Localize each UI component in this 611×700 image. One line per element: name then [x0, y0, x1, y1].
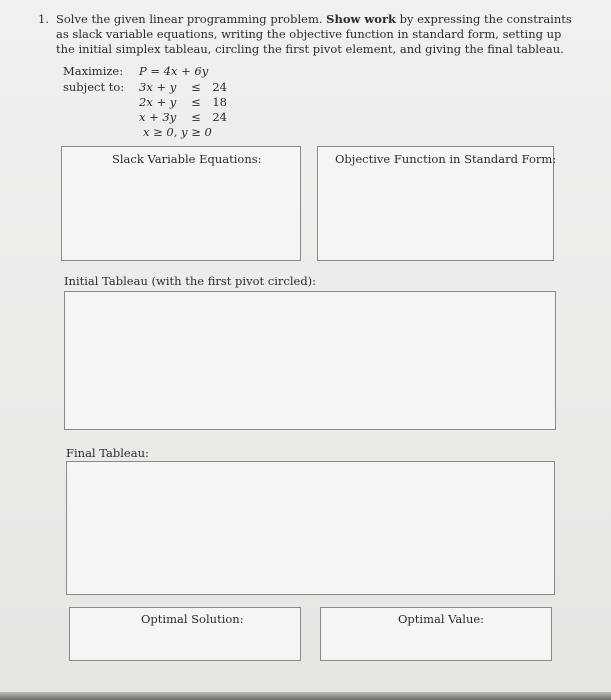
constraint-row	[139, 110, 227, 125]
optimal-solution-label: Optimal Solution:	[141, 612, 244, 626]
initial-tableau-label: Initial Tableau (with the first pivot circled):	[64, 274, 317, 288]
constraint-row	[139, 95, 227, 110]
constraint-lhs: 2x + y	[139, 95, 177, 109]
optimal-value-label: Optimal Value:	[398, 612, 485, 626]
objective-standard-form-label: Objective Function in Standard Form:	[335, 152, 557, 166]
final-tableau-label: Final Tableau:	[66, 446, 149, 460]
problem-text-plain: Solve the given linear programming problem.	[56, 12, 327, 26]
slack-equations-label: Slack Variable Equations:	[112, 152, 262, 166]
problem-statement	[38, 12, 578, 57]
constraint-relation: ≤	[191, 110, 201, 124]
constraint-relation: ≤	[191, 95, 201, 109]
problem-text	[56, 12, 578, 57]
subject-to-label: subject to:	[63, 80, 125, 94]
objective-expression: P = 4x + 6y	[139, 64, 209, 78]
page-bottom-edge	[0, 692, 611, 700]
constraint-rhs: 18	[212, 95, 227, 109]
nonnegativity-constraint: x ≥ 0, y ≥ 0	[143, 125, 212, 139]
initial-tableau-box[interactable]	[64, 291, 556, 430]
constraint-rhs: 24	[212, 80, 227, 94]
problem-text-rest: by expressing the constraints as slack variable equations, writing the objective function in standard form, setting up the initial simplex tableau, circling the first pivot element, and giving the final tableau.	[56, 12, 572, 56]
constraint-relation: ≤	[191, 80, 201, 94]
final-tableau-box[interactable]	[66, 461, 555, 595]
constraint-row	[139, 80, 227, 95]
constraint-rhs: 24	[212, 110, 227, 124]
problem-text-bold: Show work	[326, 12, 397, 26]
maximize-label: Maximize:	[63, 64, 124, 78]
problem-number: 1.	[38, 12, 49, 26]
constraint-lhs: x + 3y	[139, 110, 177, 124]
constraint-lhs: 3x + y	[139, 80, 177, 94]
